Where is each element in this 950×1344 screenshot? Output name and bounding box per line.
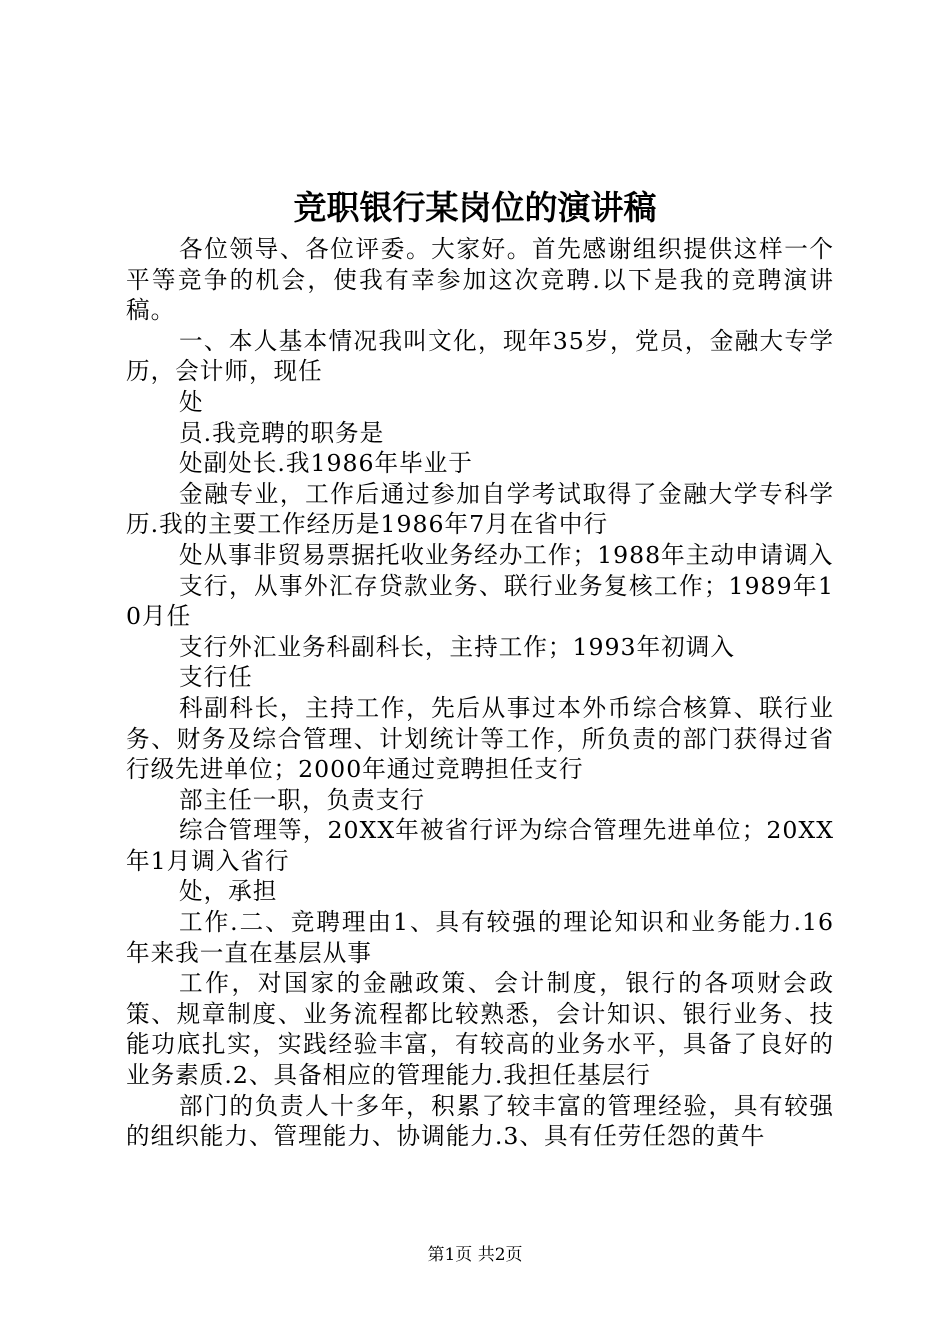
paragraph: 处副处长.我1986年毕业于 [179,449,473,478]
page-footer: 第1页 共2页 [427,1245,523,1265]
paragraph: 处，承担 [179,877,278,906]
paragraph: 员.我竞聘的职务是 [179,418,385,447]
paragraph: 科副科长，主持工作，先后从事过本外币综合核算、联行业务、财务及综合管理、计划统计等工作，所负责的部门获得过省行级先进单位；2000年通过竞聘担任支行 [126,693,834,784]
paragraph: 综合管理等，20XX年被省行评为综合管理先进单位；20XX年1月调入省行 [126,816,834,875]
paragraph: 支行任 [179,663,253,692]
paragraph: 工作，对国家的金融政策、会计制度，银行的各项财会政策、规章制度、业务流程都比较熟悉，会计知识、银行业务、技能功底扎实，实践经验丰富，有较高的业务水平，具备了良好的业务素质.2、具备相应的管理能力.我担任基层行 [126,969,834,1090]
paragraph: 处从事非贸易票据托收业务经办工作；1988年主动申请调入 [179,540,834,569]
paragraph: 各位领导、各位评委。大家好。首先感谢组织提供这样一个平等竞争的机会，使我有幸参加这次竞聘.以下是我的竞聘演讲稿。 [126,235,834,325]
paragraph: 金融专业，工作后通过参加自学考试取得了金融大学专科学历.我的主要工作经历是1986年7月在省中行 [126,479,834,539]
paragraph: 一、本人基本情况我叫文化，现年35岁，党员，金融大专学历，会计师，现任 [126,326,834,386]
document-title: 竞职银行某岗位的演讲稿 [293,188,657,227]
paragraph: 支行外汇业务科副科长，主持工作；1993年初调入 [179,632,735,661]
paragraph: 支行，从事外汇存贷款业务、联行业务复核工作；1989年10月任 [126,571,834,631]
paragraph: 部主任一职，负责支行 [179,785,425,814]
paragraph: 处 [179,387,204,416]
paragraph: 工作.二、竞聘理由1、具有较强的理论知识和业务能力.16年来我一直在基层从事 [126,908,834,967]
paragraph: 部门的负责人十多年，积累了较丰富的管理经验，具有较强的组织能力、管理能力、协调能力.3、具有任劳任怨的黄牛 [126,1091,834,1151]
document-body [126,234,834,1152]
